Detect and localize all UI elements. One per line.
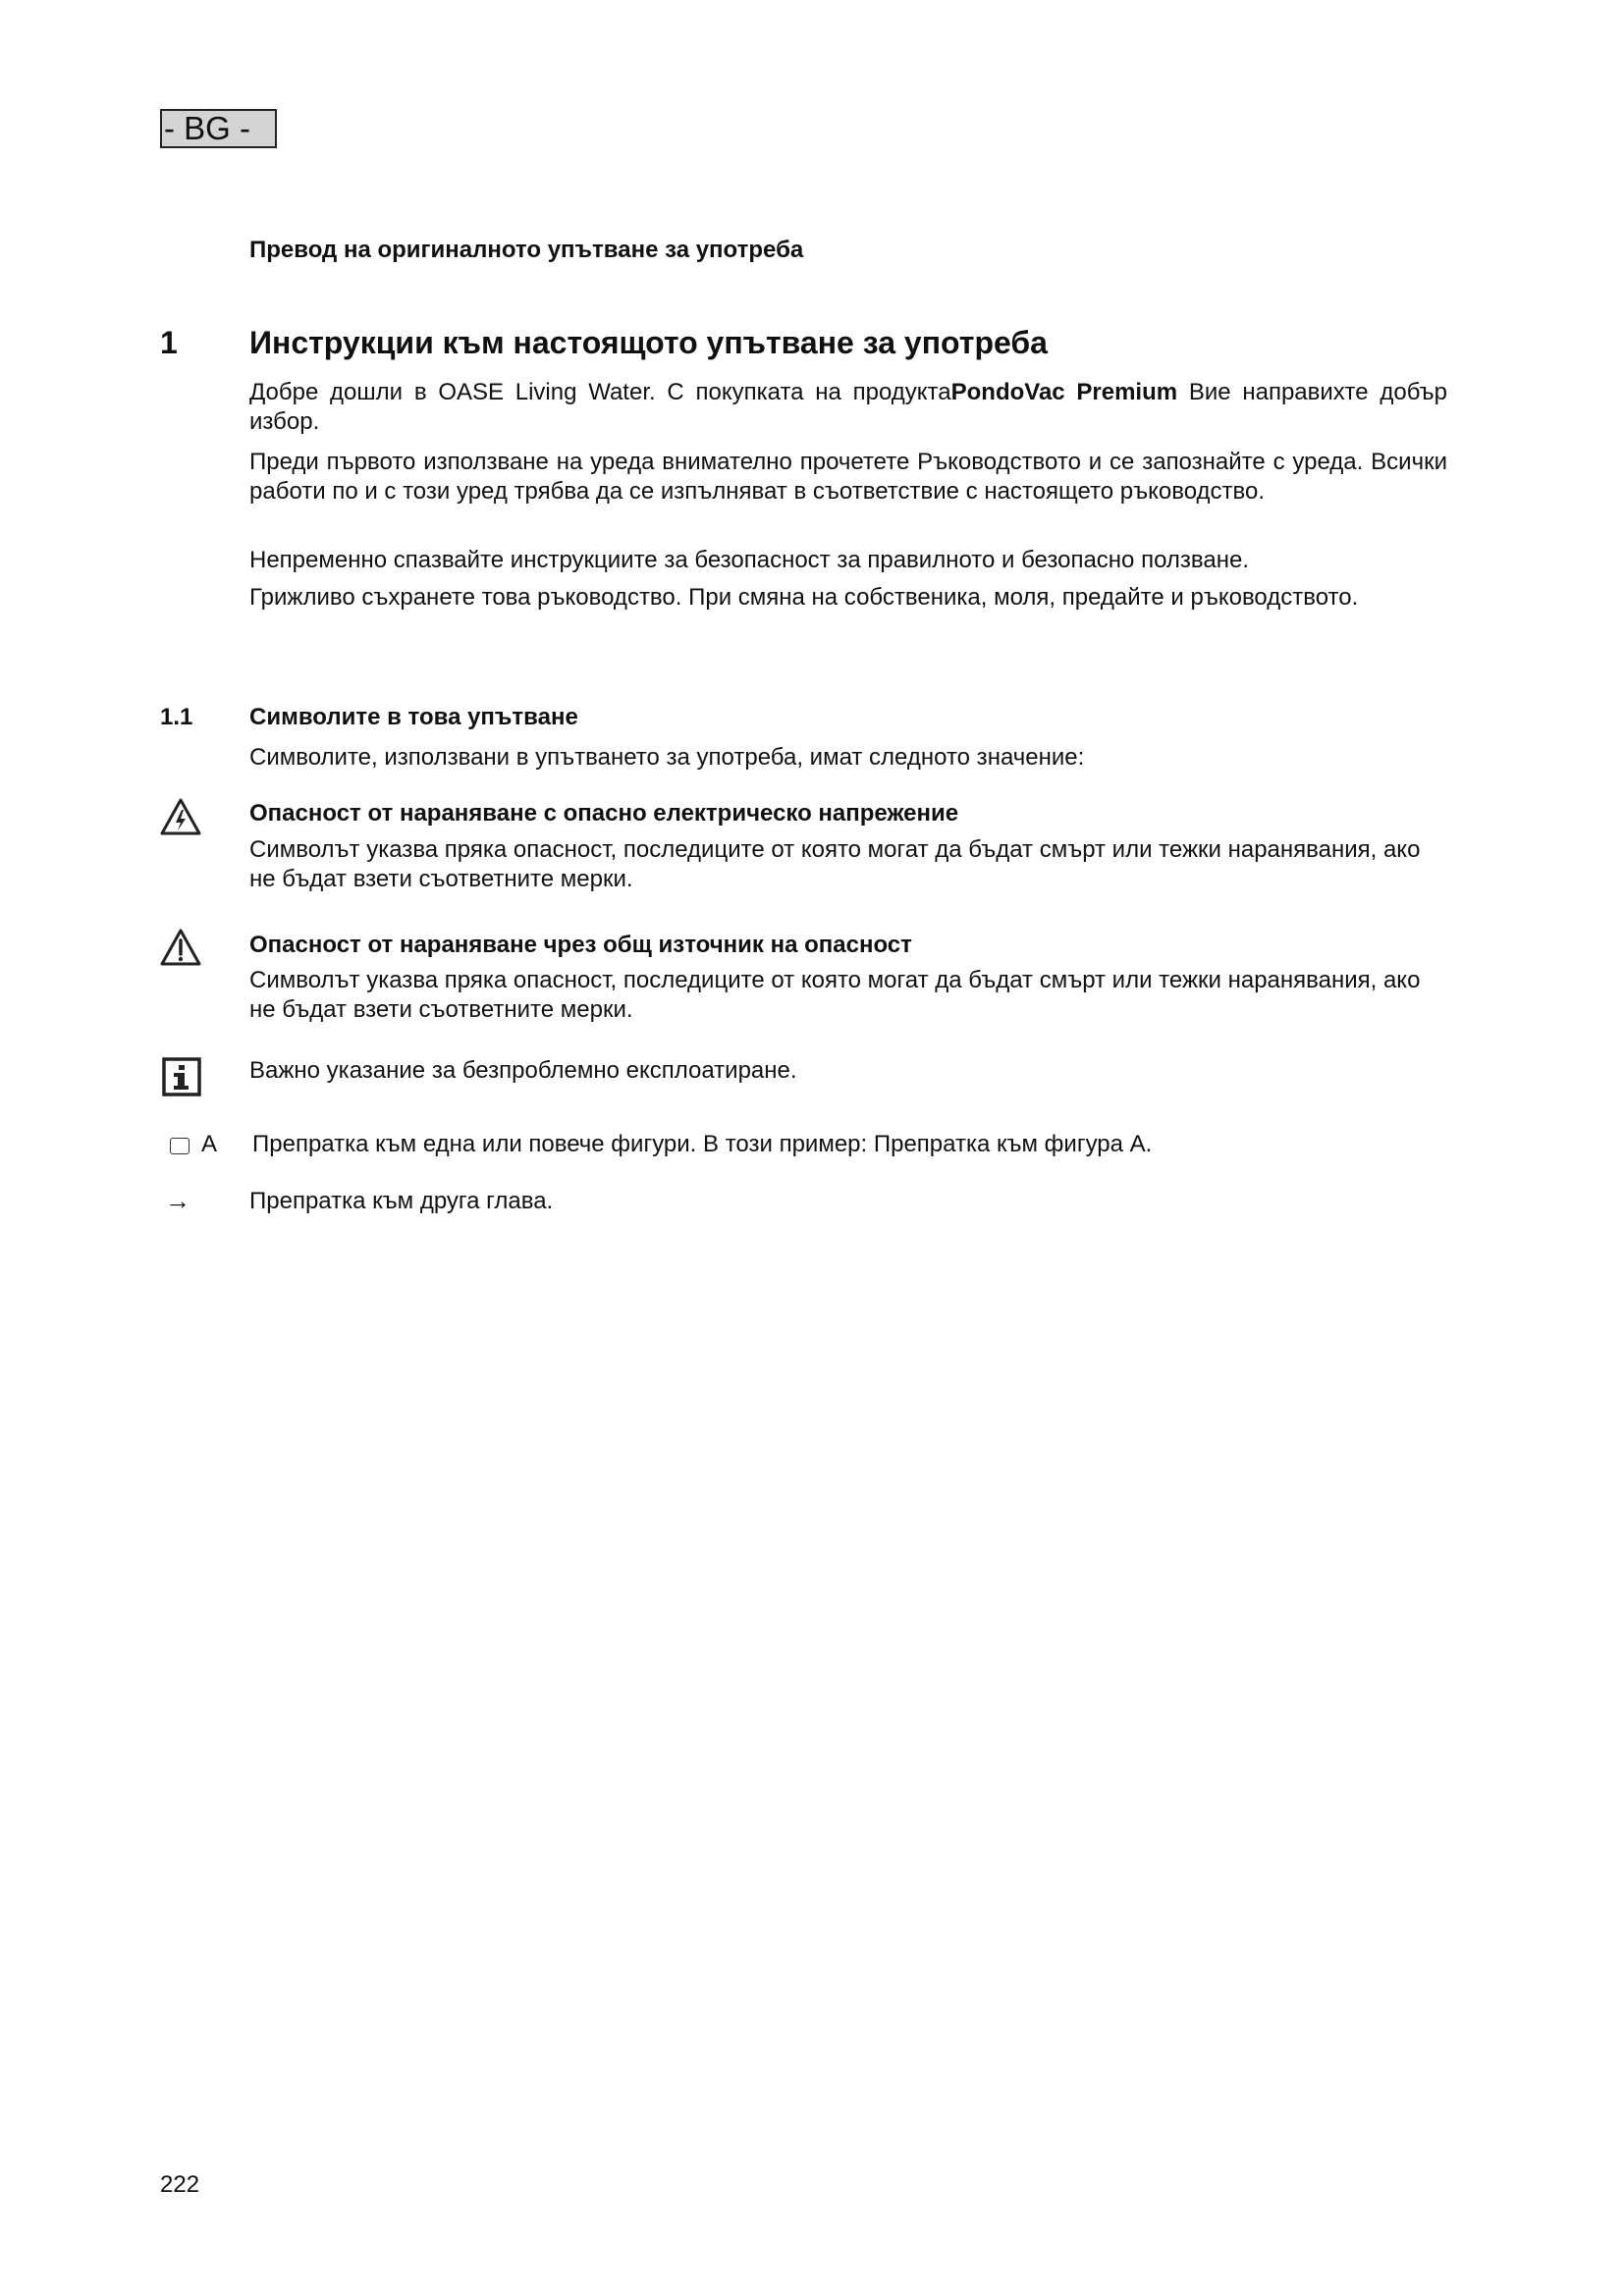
general-hazard-title: Опасност от нараняване чрез общ източник на опасност	[249, 932, 912, 958]
section-1-title: Инструкции към настоящото упътване за употреба	[249, 325, 1048, 360]
safety-paragraph: Непременно спазвайте инструкциите за безопасност за правилното и безопасно ползване.	[249, 547, 1249, 573]
info-text: Важно указание за безпроблемно експлоатиране.	[249, 1057, 797, 1084]
product-name: PondoVac Premium	[950, 379, 1178, 405]
figure-reference-icon	[170, 1138, 189, 1154]
electric-hazard-icon	[159, 797, 202, 836]
read-manual-paragraph: Преди първото използване на уреда внимателно прочетете Ръководството и се запознайте с уреда. Всички работи по и с този уред трябва да се изпълняват в съответствие с настоящето ръководство.	[249, 449, 1447, 505]
chapter-reference-arrow-icon: →	[165, 1186, 190, 1215]
warning-icon	[159, 928, 202, 967]
welcome-text-end: Вие направихте добър избор.	[249, 379, 1448, 435]
symbols-intro: Символите, използвани в упътването за употреба, имат следното значение:	[249, 744, 1085, 771]
general-hazard-text: Символът указва пряка опасност, последиците от която могат да бъдат смърт или тежки наранявания, ако не бъдат взети съответните мерки.	[249, 967, 1421, 1023]
language-tag: - BG -	[160, 109, 277, 148]
info-icon	[162, 1057, 201, 1096]
section-1-1-title: Символите в това упътване	[249, 704, 578, 730]
figure-reference-text: Препратка към една или повече фигури. В този пример: Препратка към фигура A.	[252, 1131, 1153, 1157]
section-1-number: 1	[160, 325, 178, 360]
section-1-1-number: 1.1	[160, 704, 193, 730]
figure-reference-letter: A	[201, 1131, 218, 1157]
chapter-reference-text: Препратка към друга глава.	[249, 1188, 554, 1214]
electric-hazard-title: Опасност от нараняване с опасно електрическо напрежение	[249, 800, 959, 827]
electric-hazard-text: Символът указва пряка опасност, последиците от която могат да бъдат смърт или тежки наранявания, ако не бъдат взети съответните мерки.	[249, 836, 1421, 892]
document-subtitle: Превод на оригиналното упътване за употреба	[249, 237, 804, 263]
page-number: 222	[160, 2171, 200, 2198]
welcome-paragraph	[249, 378, 1447, 437]
welcome-text-start: Добре дошли в OASE Living Water. С покупката на продукта	[249, 379, 951, 405]
keep-manual-paragraph: Грижливо съхранете това ръководство. При смяна на собственика, моля, предайте и ръководството.	[249, 584, 1359, 611]
